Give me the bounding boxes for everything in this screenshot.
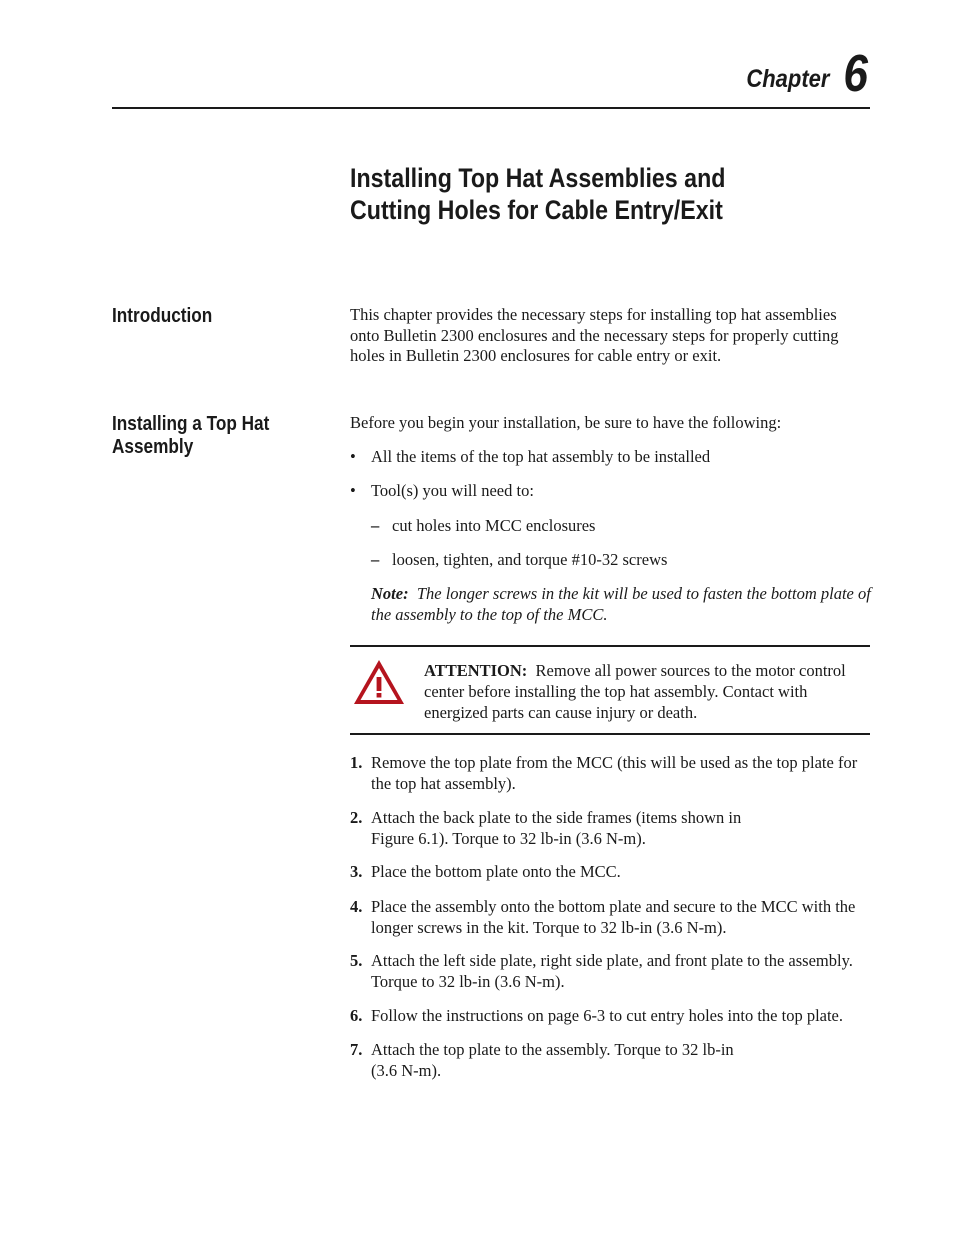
step-number: 1. (350, 753, 363, 772)
step-number: 5. (350, 951, 363, 970)
chapter-header (735, 45, 868, 103)
chapter-label: Chapter (745, 65, 830, 93)
bullet-mark: • (350, 447, 356, 466)
attention-message (424, 660, 870, 723)
step-text: Follow the instructions on page 6-3 to cut entry holes into the top plate. (371, 1006, 844, 1025)
note (371, 584, 871, 625)
sub-item-text: loosen, tighten, and torque #10-32 screws (392, 550, 668, 569)
page-title (350, 162, 725, 226)
step-number: 7. (350, 1040, 363, 1059)
note-text: The longer screws in the kit will be used to fasten the bottom plate of the assembly to the top of the MCC. (371, 584, 871, 624)
install-heading-line1: Installing a Top Hat (112, 413, 270, 435)
note-label: Note: (371, 584, 409, 603)
introduction-heading: Introduction (112, 305, 213, 327)
page-title-line1: Installing Top Hat Assemblies and (350, 163, 726, 193)
step-text-line1: Attach the top plate to the assembly. Torque to 32 lb-in (371, 1040, 734, 1059)
chapter-number: 6 (843, 45, 868, 103)
attention-bottom-rule (350, 733, 870, 735)
step-number: 3. (350, 862, 363, 881)
step-number: 4. (350, 897, 363, 916)
attention-text: Remove all power sources to the motor control center before installing the top hat assembly. Contact with energized parts can cause injury or death. (424, 661, 846, 722)
step-number: 2. (350, 808, 363, 827)
warning-triangle-icon (352, 658, 406, 706)
dash-mark: – (371, 516, 380, 535)
bullet-text: Tool(s) you will need to: (371, 481, 534, 500)
page-title-line2: Cutting Holes for Cable Entry/Exit (350, 195, 723, 225)
step-text: Attach the left side plate, right side plate, and front plate to the assembly. Torque to 32 lb-in (3.6 N-m). (371, 951, 853, 991)
install-lead: Before you begin your installation, be sure to have the following: (350, 413, 782, 432)
step-text-line2: (3.6 N-m). (371, 1060, 442, 1080)
step-text-line1: Attach the back plate to the side frames (items shown in (371, 808, 742, 827)
attention-label: ATTENTION: (424, 661, 528, 680)
step-text: Place the assembly onto the bottom plate and secure to the MCC with the longer screws in the kit. Torque to 32 lb-in (3.6 N-m). (371, 897, 856, 937)
install-heading (112, 413, 269, 459)
step-text-line2: Figure 6.1). Torque to 32 lb-in (3.6 N-m). (371, 828, 646, 848)
introduction-body: This chapter provides the necessary steps for installing top hat assemblies onto Bulletin 2300 enclosures and the necessary steps for properly cutting holes in Bulletin 2300 enclosures for cable entry or exit. (350, 305, 839, 365)
step-number: 6. (350, 1006, 363, 1025)
dash-mark: – (371, 550, 380, 569)
bullet-mark: • (350, 481, 356, 500)
install-heading-line2: Assembly (112, 436, 194, 458)
step-text (371, 808, 870, 849)
header-rule (112, 107, 870, 109)
sub-item-text: cut holes into MCC enclosures (392, 516, 596, 535)
bullet-text: All the items of the top hat assembly to be installed (371, 447, 711, 466)
attention-top-rule (350, 645, 870, 647)
step-text (371, 1040, 870, 1081)
step-text: Remove the top plate from the MCC (this will be used as the top plate for the top hat assembly). (371, 753, 858, 793)
step-text: Place the bottom plate onto the MCC. (371, 862, 621, 881)
